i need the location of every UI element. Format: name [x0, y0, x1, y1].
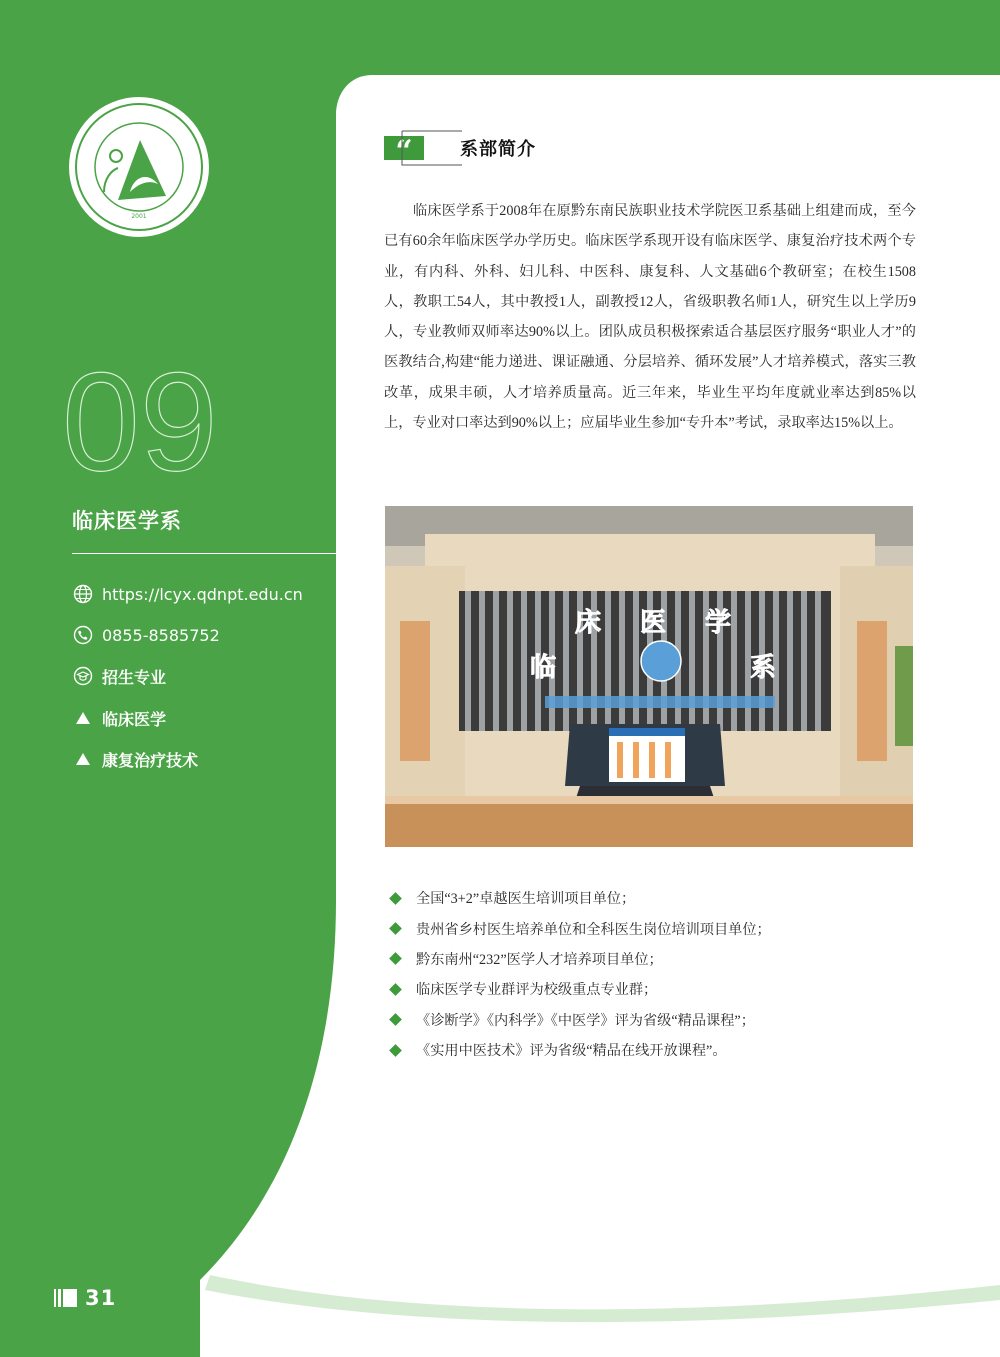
sign-char: 临	[530, 653, 557, 683]
intro-paragraph: 临床医学系于2008年在原黔东南民族职业技术学院医卫系基础上组建而成，至今已有60余年临床医学办学历史。临床医学系现开设有临床医学、康复治疗技术两个专业，有内科、外科、妇儿科、中医科、康复科、人文基础6个教研室；在校生1508人，教职工54人，其中教授1人，副教授12人，省级职教名师1人，研究生以上学历9人，专业教师双师率达90%以上。团队成员积极探索适合基层医疗服务“职业人才”的医教结合,构建“能力递进、课证融通、分层培养、循环发展”人才培养模式，落实三教改革，成果丰硕，人才培养质量高。近三年来，毕业生平均年度就业率达到85%以上，专业对口率达到90%以上；应届毕业生参加“专升本”考试，录取率达15%以上。	[384, 203, 916, 432]
triangle-bullet-icon	[72, 707, 94, 729]
globe-icon	[72, 583, 94, 605]
logo-year: 2001	[131, 213, 147, 220]
department-title: 临床医学系	[72, 509, 182, 533]
title-divider	[72, 553, 336, 554]
sign-char: 系	[750, 653, 777, 683]
emblem-icon	[641, 641, 681, 681]
major-item-clinical	[72, 706, 166, 730]
majors-heading-row	[72, 664, 166, 688]
achievement-item: 黔东南州“232”医学人才培养项目单位；	[388, 944, 771, 974]
section-heading	[384, 129, 536, 167]
college-logo	[68, 96, 210, 238]
department-number-text: 09	[62, 350, 218, 490]
sign-char: 学	[705, 608, 732, 638]
website-row[interactable]	[72, 582, 303, 606]
sign-char: 床	[575, 608, 602, 638]
phone-icon	[72, 624, 94, 646]
page-number	[54, 1286, 116, 1310]
achievement-item: 贵州省乡村医生培养单位和全科医生岗位培训项目单位；	[388, 913, 771, 943]
diamond-bullet-icon	[389, 1044, 402, 1057]
diamond-bullet-icon	[389, 892, 402, 905]
department-number	[62, 350, 222, 490]
major-label: 临床医学	[102, 709, 167, 729]
section-title: 系部简介	[460, 139, 536, 160]
phone-number: 0855-8585752	[102, 625, 220, 645]
major-item-rehab	[72, 747, 198, 771]
major-label: 康复治疗技术	[102, 750, 199, 770]
diamond-bullet-icon	[389, 983, 402, 996]
quote-icon: “	[384, 136, 424, 160]
page-number-text: 31	[85, 1286, 117, 1310]
achievement-item: 《实用中医技术》评为省级“精品在线开放课程”。	[388, 1035, 771, 1065]
triangle-bullet-icon	[72, 748, 94, 770]
achievement-item: 临床医学专业群评为校级重点专业群；	[388, 974, 771, 1004]
phone-row[interactable]	[72, 623, 220, 647]
sign-char: 医	[640, 608, 667, 638]
graduate-icon	[72, 665, 94, 687]
diamond-bullet-icon	[389, 953, 402, 966]
website-link[interactable]: https://lcyx.qdnpt.edu.cn	[102, 584, 303, 604]
achievement-list	[388, 883, 771, 1065]
achievement-item: 全国“3+2”卓越医生培训项目单位；	[388, 883, 771, 913]
heading-bracket	[384, 129, 464, 167]
diamond-bullet-icon	[389, 922, 402, 935]
diamond-bullet-icon	[389, 1013, 402, 1026]
achievement-item: 《诊断学》《内科学》《中医学》评为省级“精品课程”；	[388, 1005, 771, 1035]
page-bars-icon	[54, 1289, 79, 1307]
majors-heading: 招生专业	[102, 667, 167, 687]
department-entrance-photo	[385, 506, 913, 847]
